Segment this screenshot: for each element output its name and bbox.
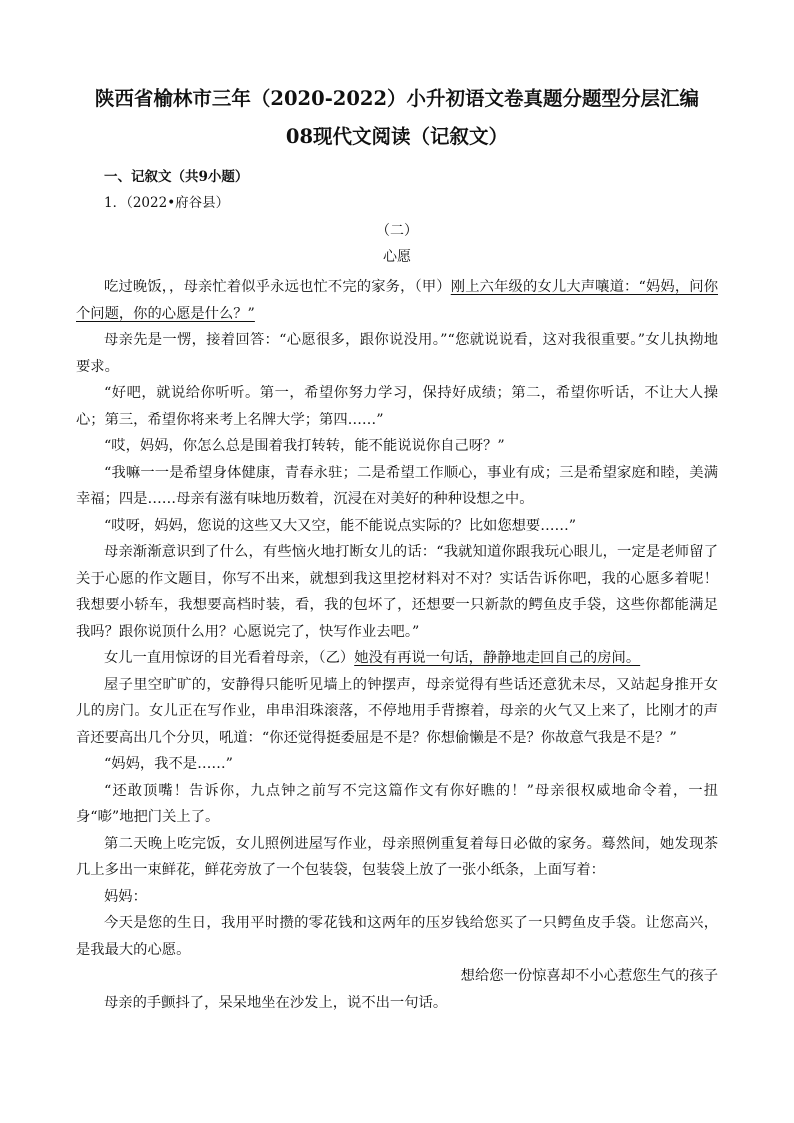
paragraph-12: 第二天晚上吃完饭，女儿照例进屋写作业，母亲照例重复着每日必做的家务。蓦然间，她发现茶几上多出一束鲜花，鲜花旁放了一个包装袋，包装袋上放了一张小纸条，上面写着： — [76, 835, 718, 878]
doc-title: 陕西省榆林市三年（2020-2022）小升初语文卷真题分题型分层汇编 — [94, 87, 700, 110]
signature: 想给您一份惊喜却不小心惹您生气的孩子 — [460, 968, 718, 984]
part-label: （二） — [376, 223, 418, 239]
p1-text: 吃过晚饭，，母亲忙着似乎永远也忙不完的家务，（甲） — [104, 279, 451, 295]
paragraph-6: “哎呀，妈妈，您说的这些又大又空，能不能说点实际的？比如您想要……” — [104, 517, 577, 534]
section-heading: 一、记叙文（共9小题） — [104, 169, 249, 185]
paragraph-3: “好吧，就说给你听听。第一，希望你努力学习，保持好成绩；第二，希望你听话，不让大人操心；第三，希望你将来考上名牌大学；第四……” — [76, 385, 718, 428]
question-number: 1．（2022•府谷县） — [104, 195, 230, 211]
paragraph-10: “妈妈，我不是……” — [104, 756, 233, 772]
paragraph-11: “还敢顶嘴！告诉你，九点钟之前写不完这篇作文有你好瞧的！”母亲很权威地命令着，一扭身“嘭”地把门关上了。 — [76, 782, 718, 825]
paragraph-5: “我嘛一一是希望身体健康，青春永驻；二是希望工作顺心，事业有成；三是希望家庭和睦，美满幸福；四是……母亲有滋有味地历数着，沉浸在对美好的种种设想之中。 — [76, 464, 718, 507]
paragraph-8 — [76, 645, 718, 672]
doc-subtitle: 08现代文阅读（记叙文） — [285, 125, 509, 148]
underlined-sentence-b: 她没有再说一句话，静静地走回自己的房间。 — [354, 650, 641, 666]
paragraph-4: “哎，妈妈，你怎么总是围着我打转转，能不能说说你自己呀？” — [104, 438, 505, 454]
underlined-sentence-a: 刚上六年级的女儿大声嚷道：“妈妈，问你个问题，你的心愿是什么？” — [76, 279, 719, 322]
title-block — [76, 0, 718, 156]
paragraph-13: 妈妈： — [104, 888, 147, 905]
paragraph-9: 屋子里空旷旷的，安静得只能听见墙上的钟摆声，母亲觉得有些话还意犹未尽，又站起身推开女儿的房门。女儿正在写作业，串串泪珠滚落，不停地用手背擦着，母亲的火气又上来了，比刚才的声音还要高出几个分贝，吼道：“你还觉得挺委屈是不是？你想偷懒是不是？你故意气我是不是？” — [76, 676, 718, 746]
paragraph-15: 母亲的手颤抖了，呆呆地坐在沙发上，说不出一句话。 — [104, 994, 448, 1011]
paragraph-14: 今天是您的生日，我用平时攒的零花钱和这两年的压岁钱给您买了一只鳄鱼皮手袋。让您高兴，是我最大的心愿。 — [76, 915, 718, 958]
p8-text: 女儿一直用惊讶的目光看着母亲，（乙） — [104, 650, 355, 666]
paragraph-1 — [76, 274, 718, 327]
paragraph-2: 母亲先是一愣，接着回答：“心愿很多，跟你说没用。”“您就说说看，这对我很重要。”女儿执拗地要求。 — [76, 332, 718, 375]
passage-title: 心愿 — [383, 249, 411, 265]
paragraph-7: 母亲渐渐意识到了什么，有些恼火地打断女儿的话：“我就知道你跟我玩心眼儿，一定是老师留了关于心愿的作文题目，你写不出来，就想到我这里挖材料对不对？实话告诉你吧，我的心愿多着呢！我想要小轿车，我想要高档时装，看，我的包坏了，还想要一只新款的鳄鱼皮手袋，这些你都能满足我吗？跟你说顶什么用？心愿说完了，快写作业去吧。” — [76, 544, 718, 640]
